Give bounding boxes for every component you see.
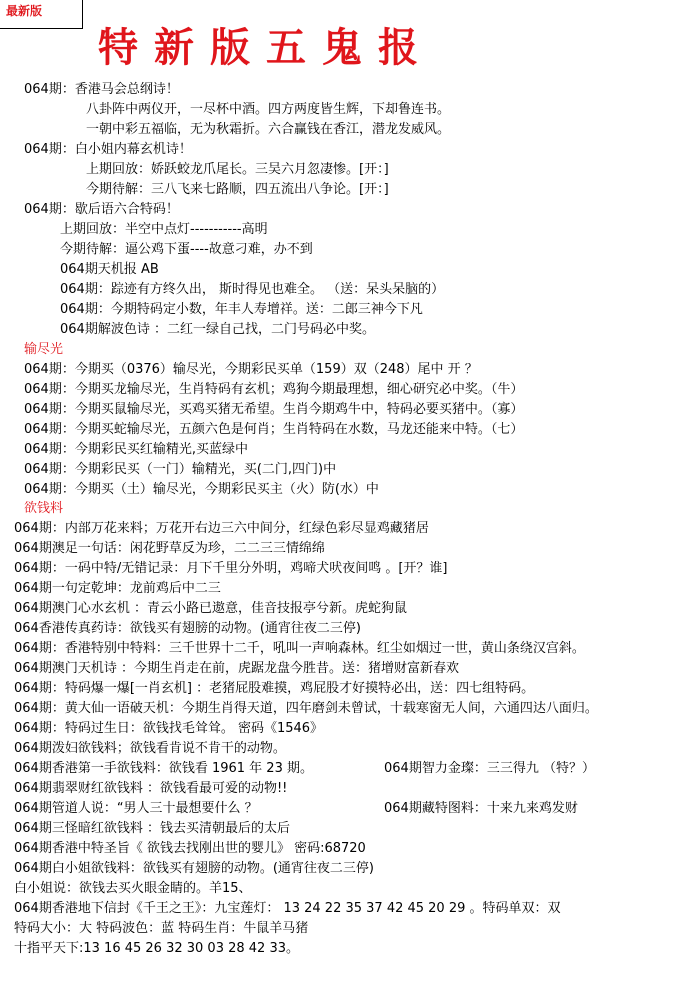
text-line: 064期：歇后语六合特码！ xyxy=(24,202,179,217)
text-line: 八卦阵中两仪开，一尽杯中酒。四方两度皆生辉，下却鲁连书。 xyxy=(86,102,451,117)
text-line: 今期待解：三八飞来七路顺，四五流出八争论。[开：] xyxy=(86,182,389,197)
text-line: 064期：黄大仙一语破天机：今期生肖得天道，四年磨剑未曾试，十载寒窗无人间，六通四达八面归。 xyxy=(14,701,598,716)
text-line: 064期香港中特圣旨《 欲钱去找刚出世的婴儿》 密码:68720 xyxy=(14,841,366,856)
text-line: 064期香港第一手欲钱料：欲钱看 1961 年 23 期。 xyxy=(14,761,313,776)
text-line: 064期澳门心水玄机 ：青云小路已遨意，佳音技报亭兮新。虎蛇狗鼠 xyxy=(14,601,407,616)
corner-label: 最新版 xyxy=(6,4,43,18)
text-line: 064期：香港马会总纲诗！ xyxy=(24,82,179,97)
text-line: 064香港传真药诗：欲钱买有翅膀的动物。(通宵往夜二三停) xyxy=(14,621,361,636)
text-line: 064期：特码爆一爆[一肖玄机] ：老猪屁股难摸，鸡屁股才好摸特必出，送：四七组特码。 xyxy=(14,681,535,696)
text-line: 064期天机报 AB xyxy=(60,262,159,277)
text-line: 064期解波色诗 ：二红一绿自己找，二门号码必中奖。 xyxy=(60,322,375,337)
section-heading: 欲钱料 xyxy=(24,501,64,516)
text-line: 十指平天下:13 16 45 26 32 30 03 28 42 33。 xyxy=(14,941,299,956)
section-heading: 输尽光 xyxy=(24,342,64,357)
text-line: 064期：今期买龙输尽光，生肖特码有玄机；鸡狗今期最理想，细心研究必中奖。（牛） xyxy=(24,382,524,397)
page-title: 特新版五鬼报 xyxy=(98,24,434,71)
text-line: 064期三怪暗红欲钱料 ：钱去买清朝最后的太后 xyxy=(14,821,290,836)
text-line: 064期：香港特别中特料：三千世界十二千，吼叫一声响森林。红尘如烟过一世，黄山条绕汉宫斜。 xyxy=(14,641,585,656)
text-line: 特码大小：大 特码波色：蓝 特码生肖：牛鼠羊马猪 xyxy=(14,921,309,936)
text-line: 064期：今期买鼠输尽光，买鸡买猪无希望。生肖今期鸡牛中，特码必要买猪中。（寡） xyxy=(24,402,524,417)
text-line: 064期一句定乾坤：龙前鸡后中二三 xyxy=(14,581,221,596)
text-line: 064期：今期买蛇输尽光，五颜六色是何肖；生肖特码在水数，马龙还能来中特。（七） xyxy=(24,422,524,437)
text-line-right: 064期藏特图料：十来九来鸡发财 xyxy=(384,801,578,816)
text-line: 064期：一码中特/无错记录：月下千里分外明，鸡啼犬吠夜间鸣 。[开？谁] xyxy=(14,561,448,576)
text-line: 上期回放：半空中点灯-----------高明 xyxy=(60,222,268,237)
text-line: 白小姐说：欲钱去买火眼金睛的。羊15、 xyxy=(14,881,252,896)
text-line: 064期白小姐欲钱料：欲钱买有翅膀的动物。(通宵往夜二三停) xyxy=(14,861,374,876)
text-line: 064期泼妇欲钱料；欲钱看肯说不肯干的动物。 xyxy=(14,741,286,756)
text-line: 064期澳足一句话：闲花野草反为珍，二二三三情绵绵 xyxy=(14,541,325,556)
text-line: 064期：踪迹有方终久出， 斯时得见也难全。 （送：呆头呆脑的） xyxy=(60,282,445,297)
text-line: 064期：内部万花来料；万花开右边三六中间分，红绿色彩尽显鸡藏猪居 xyxy=(14,521,429,536)
text-line: 064期：今期彩民买红输精光,买蓝绿中 xyxy=(24,442,248,457)
text-line: 上期回放：娇跃蛟龙爪尾长。三吴六月忽凄惨。[开：] xyxy=(86,162,389,177)
text-line: 064期：今期彩民买（一门）输精光，买(二门,四门)中 xyxy=(24,462,337,477)
text-line: 064期：今期特码定小数，年丰人寿增祥。送：二郎三神今下凡 xyxy=(60,302,423,317)
text-line: 一朝中彩五福临，无为秋霜折。六合赢钱在香江，潜龙发威风。 xyxy=(86,122,451,137)
text-line: 064期澳门天机诗 ：今期生肖走在前，虎踞龙盘今胜昔。送：猪增财富新春欢 xyxy=(14,661,459,676)
text-line: 064期：今期买（0376）输尽光，今期彩民买单（159）双（248）尾中 开 ？ xyxy=(24,362,478,377)
text-line-right: 064期智力金璨：三三得九 （特？） xyxy=(384,761,595,776)
text-line: 064期香港地下信封《千王之王》：九宝莲灯： 13 24 22 35 37 42 45 20 29 。特码单双：双 xyxy=(14,901,561,916)
text-line: 064期：今期买（土）输尽光，今期彩民买主（火）防(水）中 xyxy=(24,482,379,497)
text-line: 今期待解：逼公鸡下蛋----故意刁难，办不到 xyxy=(60,242,313,257)
text-line: 064期翡翠财红欲钱料 ：欲钱看最可爱的动物!! xyxy=(14,781,288,796)
text-line: 064期：特码过生日：欲钱找毛耸耸。 密码《1546》 xyxy=(14,721,324,736)
text-line: 064期：白小姐内幕玄机诗！ xyxy=(24,142,192,157)
text-line: 064期管道人说：“男人三十最想要什么 ？ xyxy=(14,801,258,816)
